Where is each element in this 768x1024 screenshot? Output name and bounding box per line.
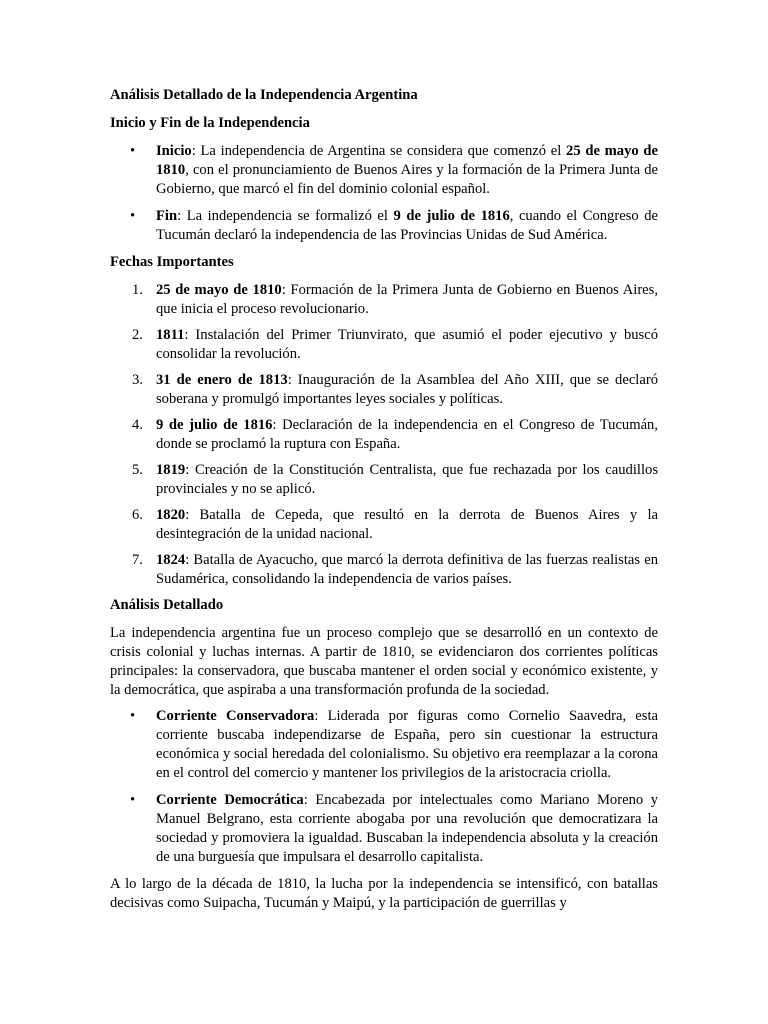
item-text: : Encabezada por intelectuales como Mariano Moreno y Manuel Belgrano, esta corriente abogaba por una revolución que democratizara la sociedad y promoviera la igualdad. Buscaban la independencia absoluta y la creación de una burguesía que impulsara el desarrollo capitalista. <box>156 792 658 865</box>
list-item <box>110 281 658 319</box>
item-text: : La independencia se formalizó el <box>177 208 394 224</box>
fechas-list <box>110 281 658 589</box>
item-date: 31 de enero de 1813 <box>156 372 288 388</box>
bullet-icon: • <box>130 208 136 224</box>
section-heading-inicio-fin: Inicio y Fin de la Independencia <box>110 115 310 131</box>
item-number: 4. <box>132 417 143 433</box>
item-number: 3. <box>132 372 143 388</box>
bullet-icon: • <box>130 792 136 808</box>
item-number: 5. <box>132 462 143 478</box>
item-date: 9 de julio de 1816 <box>393 208 510 224</box>
item-text: , con el pronunciamiento de Buenos Aires y la formación de la Primera Junta de Gobierno, que marcó el fin del dominio colonial español. <box>156 162 658 197</box>
item-text: : La independencia de Argentina se considera que comenzó el <box>191 143 567 159</box>
analisis-intro-paragraph: La independencia argentina fue un proceso complejo que se desarrolló en un contexto de crisis colonial y luchas internas. A partir de 1810, se evidenciaron dos corrientes políticas principales: la conservadora, que buscaba mantener el orden social y económico existente, y la democrática, que aspiraba a una transformación profunda de la sociedad. <box>110 625 658 698</box>
item-text: , cuando el Congreso de Tucumán declaró la independencia de las Provincias Unidas de Sud América. <box>156 208 658 243</box>
item-label: Inicio <box>156 143 192 159</box>
list-item <box>110 326 658 364</box>
closing-paragraph: A lo largo de la década de 1810, la lucha por la independencia se intensificó, con batallas decisivas como Suipacha, Tucumán y Maipú, y la participación de guerrillas y <box>110 876 658 911</box>
item-text: : Liderada por figuras como Cornelio Saavedra, esta corriente buscaba independizarse de España, pero sin cuestionar la estructura económica y social heredada del colonialismo. Su objetivo era reemplazar a la corona en el control del comercio y mantener los privilegios de la aristocracia criolla. <box>156 708 658 781</box>
list-item <box>110 707 658 783</box>
list-item <box>110 461 658 499</box>
document-body <box>110 86 658 920</box>
inicio-fin-list <box>110 142 658 245</box>
item-text: : Batalla de Ayacucho, que marcó la derrota definitiva de las fuerzas realistas en Sudamérica, consolidando la independencia de varios países. <box>156 552 658 587</box>
item-text: : Declaración de la independencia en el Congreso de Tucumán, donde se proclamó la ruptura con España. <box>156 417 659 452</box>
item-number: 1. <box>132 282 143 298</box>
section-heading-analisis: Análisis Detallado <box>110 597 224 613</box>
item-text: : Batalla de Cepeda, que resultó en la derrota de Buenos Aires y la desintegración de la unidad nacional. <box>156 507 658 542</box>
item-number: 2. <box>132 327 143 343</box>
item-label: Corriente Conservadora <box>156 708 315 724</box>
list-item <box>110 506 658 544</box>
item-label: Fin <box>156 208 178 224</box>
list-item <box>110 551 658 589</box>
item-label: Corriente Democrática <box>156 792 304 808</box>
bullet-icon: • <box>130 708 136 724</box>
item-date: 1824 <box>156 552 186 568</box>
item-text: : Inauguración de la Asamblea del Año XIII, que se declaró soberana y promulgó importantes leyes sociales y políticas. <box>156 372 658 407</box>
list-item <box>110 207 658 245</box>
section-heading-fechas: Fechas Importantes <box>110 254 234 270</box>
item-text: : Formación de la Primera Junta de Gobierno en Buenos Aires, que inicia el proceso revolucionario. <box>156 282 658 317</box>
document-title: Análisis Detallado de la Independencia Argentina <box>110 87 418 103</box>
list-item <box>110 791 658 867</box>
corrientes-list <box>110 707 658 867</box>
item-date: 25 de mayo de 1810 <box>156 282 282 298</box>
list-item <box>110 416 658 454</box>
item-number: 6. <box>132 507 143 523</box>
item-date: 1820 <box>156 507 186 523</box>
item-date: 9 de julio de 1816 <box>156 417 273 433</box>
bullet-icon: • <box>130 143 136 159</box>
item-date: 1811 <box>156 327 185 343</box>
item-date: 1819 <box>156 462 186 478</box>
list-item <box>110 371 658 409</box>
item-number: 7. <box>132 552 143 568</box>
item-text: : Instalación del Primer Triunvirato, que asumió el poder ejecutivo y buscó consolidar la revolución. <box>156 327 658 362</box>
item-text: : Creación de la Constitución Centralista, que fue rechazada por los caudillos provinciales y no se aplicó. <box>156 462 658 497</box>
list-item <box>110 142 658 199</box>
item-date: 25 de mayo de 1810 <box>156 143 658 178</box>
